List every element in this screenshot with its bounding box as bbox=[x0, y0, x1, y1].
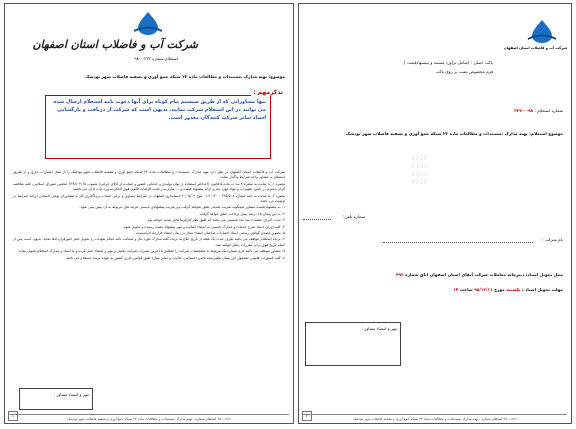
deadline-label: مهلت تحویل اسناد : bbox=[521, 287, 563, 292]
left-page bbox=[4, 3, 294, 424]
delivery-room: ۳۹۲ bbox=[395, 272, 404, 277]
paragraph: ۱- به پیشنهاد قیمت مشاور هیچگونه ضریب تعدیلی تعلق نخواهد گرفت ودرضریب پیشنهادی بایستی هزینه های مربوط به آن پیش بینی شود. bbox=[79, 205, 285, 210]
signature-label: مهر و امضاء مشاور : bbox=[53, 392, 89, 397]
inquiry-number: ۹۸-۰-۲۲۲ bbox=[514, 108, 534, 113]
paragraph: ۲- به این پیمان ۱۵ درصد پیش پرداخت تعلق خواهد گرفت. bbox=[198, 211, 285, 216]
paragraph: ۳- مدت اجرای عملیات سه ماه شمسی می باشد که طبق نظر کارفرما قابل تمدید خواهد بود. bbox=[146, 218, 285, 223]
right-page bbox=[298, 3, 572, 424]
deadline-date: ۹۸/۱۲/۱۱ bbox=[474, 287, 493, 292]
envelope-header-2: فرم مخصوص نصب بر روی پاکت bbox=[435, 69, 493, 74]
footer-text: ۹۸-۰-۲۲۲ استعلام شماره - تهیه مدارک ،مستندات و مطالعات ماده ۲۳ شبکه جمع آوری و تصفیه فاضلاب شهر تودشک bbox=[67, 417, 231, 421]
page-number: ۱ bbox=[8, 411, 18, 421]
subject-label: موضوع: bbox=[268, 74, 285, 79]
company-title-small: شرکت آب و فاضلاب استان اصفهان bbox=[503, 46, 567, 50]
notice-text: تنها مشاورانی که از طریق سیستم پیام کوتاه برای آنها دعوت نامه استعلام ارسال شده می توانند در این استعلام شرکت نمایند. بدیهی است که شرکت از دریافت و بازگشایی اسناد سایر شرکت کنندگان معذور است. bbox=[53, 99, 266, 121]
notice-title: تذکرمهم : bbox=[253, 89, 283, 96]
terms-body bbox=[13, 170, 285, 262]
deadline-date-label: مورخ bbox=[494, 287, 505, 292]
deadline-time-label: ساعت bbox=[459, 287, 473, 292]
subject-line bbox=[85, 74, 285, 79]
binary-watermark: 1010 0101 1001 0010 bbox=[411, 154, 428, 186]
subject-line bbox=[346, 131, 563, 136]
company-name-field bbox=[383, 242, 533, 243]
consultant-signature-box bbox=[305, 322, 401, 366]
consultant-signature-box bbox=[19, 388, 93, 410]
signature-label: مهر و امضاء مشاور : bbox=[361, 326, 397, 331]
important-notice-box bbox=[45, 95, 271, 159]
phone-label: شماره تلفن: bbox=[342, 214, 365, 219]
inquiry-number-label: استعلام شماره bbox=[152, 56, 178, 61]
subject-text: تهیه مدارک ،مستندات و مطالعات ماده ۲۳ شبکه جمع آوری و تصفیه فاضلاب شهر تودشک bbox=[85, 74, 268, 79]
company-logo-icon bbox=[525, 18, 559, 44]
page-number: ۲ bbox=[302, 411, 312, 421]
inquiry-number: ۲۲۲-۰-۹۸ bbox=[134, 56, 151, 61]
envelope-header-1: پاکت اصلی : (شامل برآورد مستند و پیشنهادقیمت ) bbox=[403, 60, 493, 65]
inquiry-number-line bbox=[514, 108, 563, 113]
company-title: شرکت آب و فاضلاب استان اصفهان bbox=[32, 38, 198, 51]
subject-label: موضوع استعلام: bbox=[529, 131, 563, 136]
delivery-location-line bbox=[396, 272, 563, 277]
inquiry-number-line bbox=[134, 56, 178, 61]
paragraph: تبصره ۲- با عنایت به نامه شماره ۲۳۵/۵۰۸ - ۰۱/۱۰/۲۰ موخ ۹۰/۰۵/۰۴ استانداری اصفهان در شرایط مساوی و برابر، انتخاب و واگذاری کار به مشاوران بومی (استانی) واجد شرایط در اولویت می باشد. bbox=[13, 193, 285, 204]
paragraph: ۶- برنده استعلام موظف می باشد طرف مدت یک هفته از تاریخ ابلاغ به برنده کلیه مدارک مورد نیاز و ضمانت نامه انجام تعهدات را تحویل دفتر امورقراردادها نماید. بدیهی است پس از اتمام تاریخ فوق برابر مقررات رفتار خواهد شد. bbox=[13, 237, 285, 247]
company-logo-icon bbox=[131, 10, 165, 36]
deadline-day: یکشنبه bbox=[506, 287, 521, 292]
paragraph: ۸- کلیه کسورات قانونی مشمول این پیمان نظیر بیمه تامین اجتماعی، مالیات و سایر موارد طبق قوانین جاری کشور به عهده برنده استعلام می باشد. bbox=[65, 255, 285, 260]
phone-field bbox=[303, 219, 331, 220]
paragraph: ۴- کلیه اوراق اسناد شرح خدمات و مدارک بایستی به امضاء اصالت و مهر پیشنهاد دهنده رسیده و تحویل شود. bbox=[122, 224, 285, 229]
paragraph: ۷- مشاور موظف می باشد فرم شماره یک مربوط به مشخصات شرکت را مطابق با آخرین تغییرات شرکت تکمیل و مهر و امضاء اصل کرده و با اسناد و مدارک استعلام تحویل نماید. bbox=[17, 249, 285, 254]
deadline-line bbox=[453, 287, 563, 292]
delivery-text: محل تحویل اسناد: دبیرخانه معاملات شرکت آبفای استان اصفهان اتاق شماره bbox=[405, 272, 563, 277]
footer-text: ۹۸-۰-۲۲۲ استعلام شماره - تهیه مدارک ،مستندات و مطالعات ماده ۲۳ شبکه جمع آوری و تصفیه فاضلاب شهر تودشک bbox=[353, 417, 517, 421]
company-name-label: نام شرکت : bbox=[541, 237, 563, 242]
page-footer bbox=[303, 414, 567, 421]
paragraph: تبصره ۱- با عنایت به تبصره ۲ بند ب ماده ۵ قانون (احداکثر استفاده از توان تولیدی و خدماتی کشور و حمایت از کالای ایرانی) مصوب ۱۳۹۸/۰۲/۱۵ مجلس شورای اسلامی، کلیه مناقصه گران محترم در تامین تجهیزات و مواد مورد نیاز و ارائه پیشنهاد قیمت و ... ملزم به رعایت الزامات قانون فوق الذکر به ورد ماده ۵ آن می باشند. bbox=[13, 181, 285, 192]
paragraph: ۵- تصویر مصدق گواهی رسمی اسناد اختیارات صاحبان امضاء مجاز در زمان انعقاد قرارداد الزامیست. bbox=[134, 231, 285, 236]
paragraph: شرکت آب و فاضلاب استان اصفهان در نظر دارد تهیه مدارک ،مستندات و مطالعات ماده ۲۳ شبکه جمع آوری و تصفیه فاضلاب شهر تودشک را از محل اعتبارات جاری و از طریق استعلام به مشاور واجد شرایط واگذار نماید. bbox=[13, 170, 285, 180]
page-footer bbox=[9, 414, 289, 421]
deadline-time: ۱۴ bbox=[453, 287, 459, 292]
subject-text: تهیه مدارک ،مستندات و مطالعات ماده ۲۳ شبکه جمع آوری و تصفیه فاضلاب شهر تودشک bbox=[345, 131, 528, 136]
inquiry-number-label: شماره استعلام : bbox=[534, 108, 563, 113]
